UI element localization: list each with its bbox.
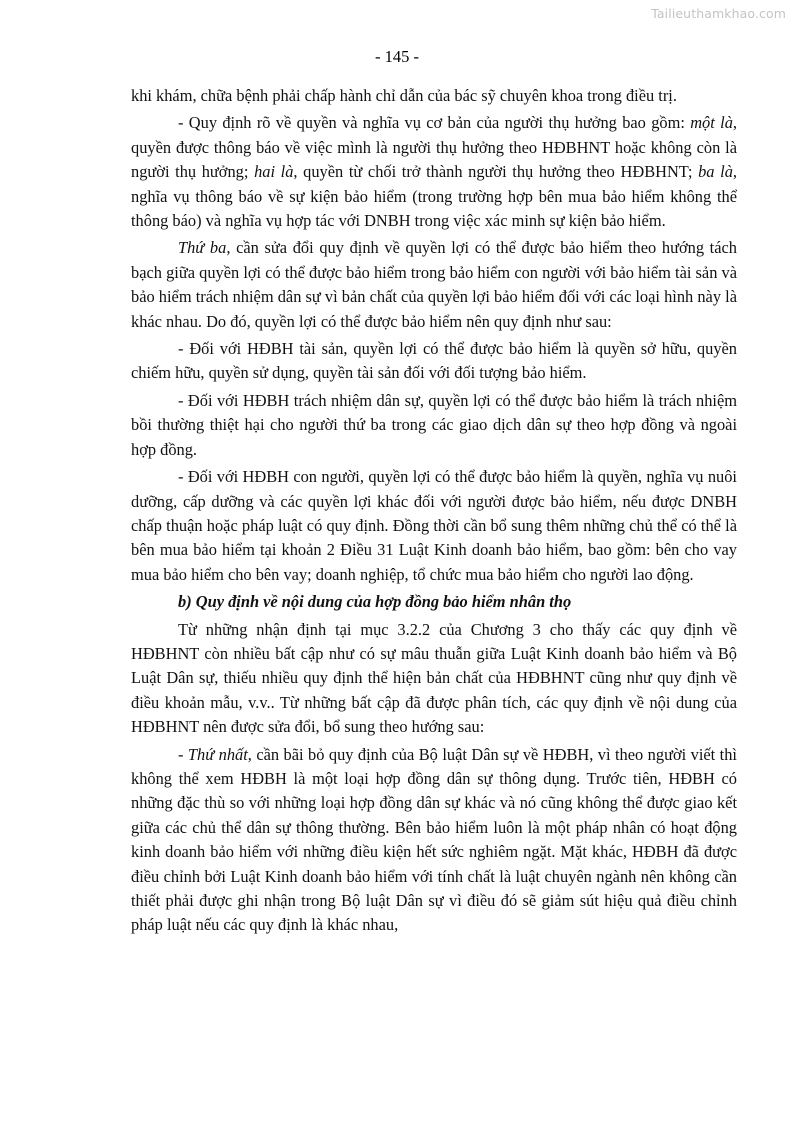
paragraph-assessment: Từ những nhận định tại mục 3.2.2 của Chương 3 cho thấy các quy định về HĐBHNT còn nhiều bất cập như có sự mâu thuẫn giữa Luật Kinh doanh bảo hiểm và Bộ Luật Dân sự, thiếu nhiều quy định thể hiện bản chất của HĐBHNT cũng như quy định về điều khoản mẫu, v.v.. Từ những bất cập đã được phân tích, các quy định về nội dung của HĐBHNT nên được sửa đổi, bổ sung theo hướng sau: bbox=[131, 619, 737, 737]
emphasis-text: ba là bbox=[698, 162, 733, 182]
emphasis-text: Thứ ba bbox=[178, 238, 227, 258]
page-number: - 145 - bbox=[375, 47, 419, 66]
paragraph-property-insurance: - Đối với HĐBH tài sản, quyền lợi có thể được bảo hiểm là quyền sở hữu, quyền chiếm hữu, quyền sử dụng, quyền tài sản đối với đối tượng bảo hiểm. bbox=[131, 339, 737, 383]
watermark: Tailieuthamkhao.com bbox=[651, 6, 786, 21]
text-run: , quyền được thông báo về việc mình là người thụ hưởng theo HĐBHNT hoặc không còn là người thụ hưởng; bbox=[131, 113, 737, 182]
section-heading: b) Quy định về nội dung của hợp đồng bảo hiểm nhân thọ bbox=[178, 592, 572, 612]
emphasis-text: một là bbox=[690, 113, 733, 133]
paragraph-liability-insurance: - Đối với HĐBH trách nhiệm dân sự, quyền lợi có thể được bảo hiểm là trách nhiệm bồi thường thiệt hại cho người thứ ba trong các giao dịch dân sự theo hợp đồng và ngoài hợp đồng. bbox=[131, 390, 737, 459]
text-run: , quyền từ chối trở thành người thụ hưởng theo HĐBHNT; bbox=[293, 162, 699, 182]
text-run: , cần bãi bỏ quy định của Bộ luật Dân sự về HĐBH, vì theo người viết thì không thể xem HĐBH là một loại hợp đồng dân sự thông dụng. Trước tiên, HĐBH có những đặc thù so với những loại hợp đồng dân sự khác và nó cũng không thể được giao kết giữa các chủ thể dân sự thông thường. Bên bảo hiểm luôn là một pháp nhân có hoạt động kinh doanh bảo hiểm với những điều kiện hết sức nghiêm ngặt. Mặt khác, HĐBH đã được điều chỉnh bởi Luật Kinh doanh bảo hiểm với tính chất là luật chuyên ngành nên không cần thiết phải được ghi nhận trong Bộ luật Dân sự vì điều đó sẽ giảm sút hiệu quả điều chỉnh pháp luật nếu các quy định là khác nhau, bbox=[131, 744, 737, 935]
emphasis-text: hai là bbox=[254, 162, 294, 182]
paragraph-personal-insurance: - Đối với HĐBH con người, quyền lợi có thể được bảo hiểm là quyền, nghĩa vụ nuôi dưỡng, cấp dưỡng và các quyền lợi khác đối với người được bảo hiểm, nếu được DNBH chấp thuận hoặc pháp luật có quy định. Đồng thời cần bổ sung thêm những chủ thể có thể là bên mua bảo hiểm tại khoản 2 Điều 31 Luật Kinh doanh bảo hiểm, bao gồm: bên cho vay mua bảo hiểm cho bên vay; doanh nghiệp, tổ chức mua bảo hiểm cho người lao động. bbox=[131, 467, 737, 584]
page-body bbox=[131, 84, 737, 938]
text-run: , cần sửa đổi quy định về quyền lợi có thể được bảo hiểm theo hướng tách bạch giữa quyền lợi có thể được bảo hiểm trong bảo hiểm con người với bảo hiểm tài sản và bảo hiểm trách nhiệm dân sự vì bản chất của quyền lợi bảo hiểm đối với các loại hình này là khác nhau. Do đó, quyền lợi có thể được bảo hiểm nên quy định như sau: bbox=[131, 238, 737, 331]
text-run: , nghĩa vụ thông báo về sự kiện bảo hiểm (trong trường hợp bên mua bảo hiểm không thể thông báo) và nghĩa vụ hợp tác với DNBH trong việc xác minh sự kiện bảo hiểm. bbox=[131, 162, 737, 231]
text-run: - bbox=[178, 744, 188, 764]
paragraph-first-point bbox=[131, 743, 737, 938]
paragraph-beneficiary-rights bbox=[131, 111, 737, 233]
paragraph-continuation: khi khám, chữa bệnh phải chấp hành chỉ dẫn của bác sỹ chuyên khoa trong điều trị. bbox=[131, 86, 677, 105]
text-run: - Quy định rõ về quyền và nghĩa vụ cơ bản của người thụ hưởng bao gồm: bbox=[178, 113, 691, 133]
emphasis-text: Thứ nhất bbox=[187, 744, 248, 764]
paragraph-third-point bbox=[131, 236, 737, 334]
